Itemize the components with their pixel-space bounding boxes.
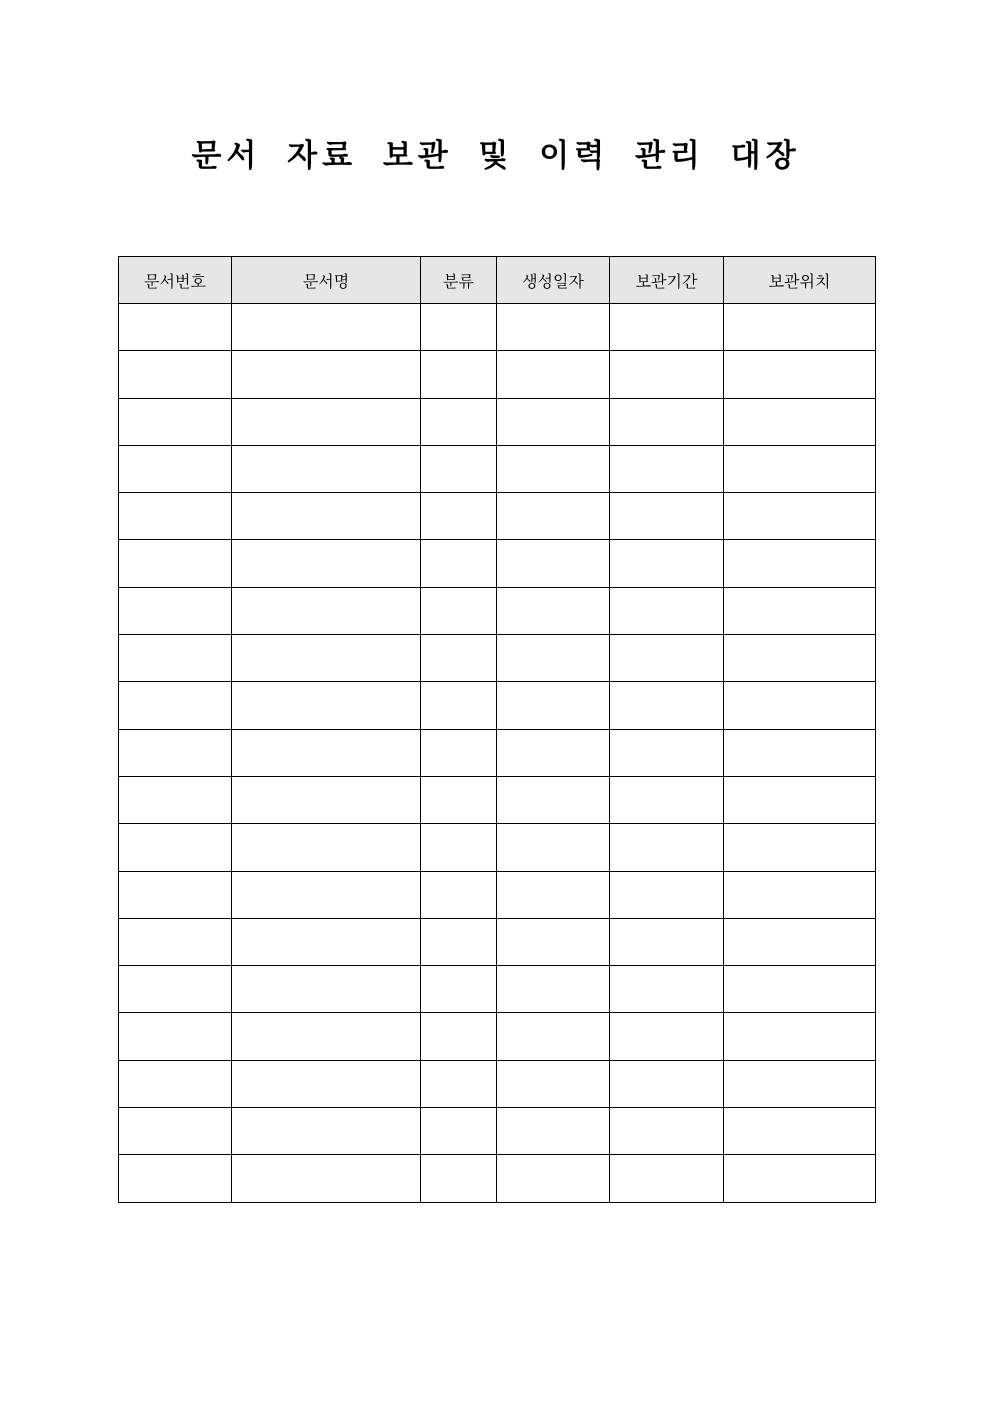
table-row [119,587,876,634]
page-title: 문서 자료 보관 및 이력 관리 대장 [191,138,801,174]
cell-retention-period[interactable] [610,540,724,587]
cell-doc-number[interactable] [119,966,232,1013]
cell-doc-name[interactable] [232,493,421,540]
column-header-category: 분류 [421,257,497,304]
cell-created-date[interactable] [497,351,610,398]
table-row [119,351,876,398]
cell-doc-number[interactable] [119,1013,232,1060]
cell-doc-name[interactable] [232,918,421,965]
cell-created-date[interactable] [497,776,610,823]
cell-doc-number[interactable] [119,918,232,965]
table-row [119,871,876,918]
cell-created-date[interactable] [497,824,610,871]
cell-retention-period[interactable] [610,776,724,823]
header-row [119,257,876,304]
cell-doc-number[interactable] [119,871,232,918]
table-row [119,540,876,587]
cell-doc-number[interactable] [119,493,232,540]
cell-doc-number[interactable] [119,1060,232,1107]
cell-storage-location[interactable] [724,304,876,351]
cell-doc-number[interactable] [119,635,232,682]
cell-created-date[interactable] [497,1155,610,1202]
column-header-doc-name: 문서명 [232,257,421,304]
cell-category[interactable] [421,871,497,918]
table-row [119,1060,876,1107]
cell-doc-number[interactable] [119,1155,232,1202]
cell-category[interactable] [421,493,497,540]
table-row [119,824,876,871]
cell-storage-location[interactable] [724,1013,876,1060]
cell-created-date[interactable] [497,540,610,587]
cell-retention-period[interactable] [610,1155,724,1202]
cell-doc-name[interactable] [232,1060,421,1107]
cell-doc-name[interactable] [232,776,421,823]
cell-doc-number[interactable] [119,398,232,445]
cell-category[interactable] [421,398,497,445]
cell-storage-location[interactable] [724,587,876,634]
cell-created-date[interactable] [497,729,610,776]
cell-category[interactable] [421,1013,497,1060]
cell-retention-period[interactable] [610,398,724,445]
cell-category[interactable] [421,1108,497,1155]
cell-retention-period[interactable] [610,635,724,682]
cell-doc-name[interactable] [232,1013,421,1060]
cell-category[interactable] [421,587,497,634]
cell-doc-number[interactable] [119,824,232,871]
cell-category[interactable] [421,824,497,871]
cell-retention-period[interactable] [610,445,724,492]
cell-category[interactable] [421,1060,497,1107]
cell-storage-location[interactable] [724,824,876,871]
cell-retention-period[interactable] [610,966,724,1013]
cell-doc-name[interactable] [232,398,421,445]
cell-storage-location[interactable] [724,445,876,492]
cell-storage-location[interactable] [724,635,876,682]
table-row [119,635,876,682]
cell-retention-period[interactable] [610,1108,724,1155]
cell-doc-number[interactable] [119,587,232,634]
cell-storage-location[interactable] [724,966,876,1013]
cell-storage-location[interactable] [724,398,876,445]
cell-created-date[interactable] [497,1013,610,1060]
cell-created-date[interactable] [497,635,610,682]
cell-retention-period[interactable] [610,729,724,776]
cell-doc-number[interactable] [119,351,232,398]
cell-category[interactable] [421,540,497,587]
cell-doc-number[interactable] [119,682,232,729]
cell-doc-name[interactable] [232,966,421,1013]
cell-created-date[interactable] [497,682,610,729]
table-row [119,682,876,729]
cell-doc-name[interactable] [232,445,421,492]
table-row [119,493,876,540]
cell-doc-number[interactable] [119,729,232,776]
cell-doc-name[interactable] [232,824,421,871]
cell-created-date[interactable] [497,587,610,634]
table-row [119,776,876,823]
cell-category[interactable] [421,966,497,1013]
cell-storage-location[interactable] [724,682,876,729]
cell-retention-period[interactable] [610,493,724,540]
cell-doc-number[interactable] [119,304,232,351]
table-row [119,1108,876,1155]
cell-retention-period[interactable] [610,1013,724,1060]
cell-retention-period[interactable] [610,682,724,729]
cell-category[interactable] [421,351,497,398]
cell-doc-number[interactable] [119,540,232,587]
cell-created-date[interactable] [497,304,610,351]
cell-storage-location[interactable] [724,1108,876,1155]
cell-created-date[interactable] [497,398,610,445]
column-header-retention-period: 보관기간 [610,257,724,304]
cell-created-date[interactable] [497,493,610,540]
cell-storage-location[interactable] [724,776,876,823]
ledger-body [119,304,876,1203]
table-row [119,398,876,445]
cell-category[interactable] [421,776,497,823]
cell-storage-location[interactable] [724,493,876,540]
cell-doc-name[interactable] [232,1155,421,1202]
cell-retention-period[interactable] [610,1060,724,1107]
cell-category[interactable] [421,1155,497,1202]
cell-storage-location[interactable] [724,540,876,587]
table-row [119,445,876,492]
cell-doc-name[interactable] [232,540,421,587]
cell-category[interactable] [421,918,497,965]
table-row [119,966,876,1013]
column-header-created-date: 생성일자 [497,257,610,304]
cell-retention-period[interactable] [610,918,724,965]
cell-doc-name[interactable] [232,635,421,682]
cell-created-date[interactable] [497,1108,610,1155]
cell-category[interactable] [421,304,497,351]
cell-doc-name[interactable] [232,871,421,918]
table-row [119,1013,876,1060]
cell-doc-name[interactable] [232,351,421,398]
cell-created-date[interactable] [497,871,610,918]
cell-doc-name[interactable] [232,587,421,634]
cell-category[interactable] [421,729,497,776]
cell-doc-name[interactable] [232,682,421,729]
cell-doc-name[interactable] [232,304,421,351]
column-header-doc-number: 문서번호 [119,257,232,304]
cell-storage-location[interactable] [724,1060,876,1107]
cell-doc-name[interactable] [232,729,421,776]
cell-created-date[interactable] [497,1060,610,1107]
cell-created-date[interactable] [497,918,610,965]
cell-storage-location[interactable] [724,729,876,776]
table-row [119,729,876,776]
cell-category[interactable] [421,635,497,682]
cell-doc-name[interactable] [232,1108,421,1155]
document-ledger-table [118,256,876,1203]
cell-retention-period[interactable] [610,824,724,871]
cell-retention-period[interactable] [610,351,724,398]
cell-storage-location[interactable] [724,918,876,965]
cell-retention-period[interactable] [610,587,724,634]
cell-category[interactable] [421,682,497,729]
cell-retention-period[interactable] [610,304,724,351]
cell-doc-number[interactable] [119,445,232,492]
cell-doc-number[interactable] [119,776,232,823]
cell-doc-number[interactable] [119,1108,232,1155]
cell-category[interactable] [421,445,497,492]
cell-created-date[interactable] [497,966,610,1013]
table-row [119,304,876,351]
cell-created-date[interactable] [497,445,610,492]
table-row [119,1155,876,1202]
cell-storage-location[interactable] [724,871,876,918]
column-header-storage-location: 보관위치 [724,257,876,304]
cell-storage-location[interactable] [724,351,876,398]
cell-retention-period[interactable] [610,871,724,918]
table-row [119,918,876,965]
cell-storage-location[interactable] [724,1155,876,1202]
